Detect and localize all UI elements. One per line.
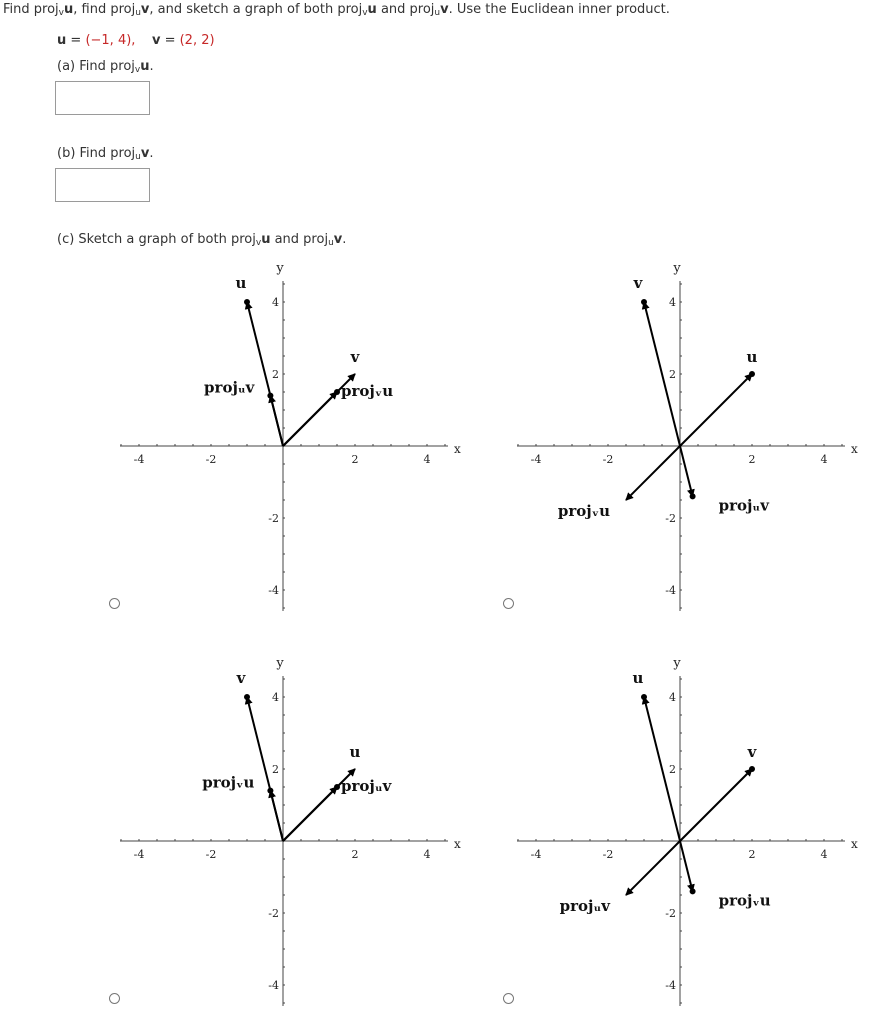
vector-endpoint: [267, 393, 273, 399]
y-axis-label: y: [276, 261, 284, 276]
x-tick-label: 4: [820, 453, 828, 466]
vector-arrow: [283, 392, 337, 446]
x-tick-label: 2: [748, 848, 756, 861]
y-tick-label: 2: [272, 368, 279, 381]
vector-label: v: [350, 348, 360, 366]
vector-arrow: [283, 787, 337, 841]
vector-arrow: [680, 374, 752, 446]
graph-option-a: [120, 261, 461, 611]
graph-option-d: [517, 656, 858, 1006]
vector-label: v: [236, 669, 246, 687]
vector-arrow: [680, 841, 693, 891]
graph-option-c: [120, 656, 461, 1006]
x-axis-label: x: [851, 837, 858, 851]
y-tick-label: -4: [665, 979, 676, 992]
x-tick-label: 4: [820, 848, 828, 861]
x-tick-label: 2: [351, 848, 359, 861]
vector-label: projᵥu: [341, 382, 394, 400]
vector-label: u: [632, 669, 644, 687]
y-tick-label: 4: [669, 296, 676, 309]
vector-endpoint: [749, 766, 755, 772]
y-tick-label: -4: [268, 584, 279, 597]
vector-arrow: [626, 841, 680, 895]
y-tick-label: 4: [669, 691, 676, 704]
y-tick-label: -2: [665, 512, 676, 525]
y-tick-label: -2: [665, 907, 676, 920]
y-tick-label: 2: [669, 763, 676, 776]
y-tick-label: -2: [268, 512, 279, 525]
x-axis-label: x: [454, 837, 461, 851]
vector-endpoint: [690, 888, 696, 894]
x-tick-label: -4: [530, 453, 542, 466]
vector-arrow: [680, 446, 693, 496]
vector-endpoint: [244, 694, 250, 700]
graph-option-b: [517, 261, 858, 611]
y-tick-label: -2: [268, 907, 279, 920]
vector-endpoint: [334, 389, 340, 395]
y-tick-label: 4: [272, 296, 279, 309]
vector-endpoint: [334, 784, 340, 790]
vector-arrow: [270, 396, 283, 446]
part-c-label: (c) Sketch a graph of both proj$_v$u and proj$_u$v.: [57, 232, 347, 248]
vector-arrow: [626, 446, 680, 500]
vector-endpoint: [641, 299, 647, 305]
vector-label: projᵥu: [202, 773, 255, 792]
y-tick-label: -4: [268, 979, 279, 992]
y-axis-label: y: [673, 656, 681, 671]
vector-label: projᵤv: [718, 496, 769, 515]
x-tick-label: -2: [205, 848, 217, 861]
vector-label: u: [349, 743, 361, 761]
y-tick-label: -4: [665, 584, 676, 597]
x-tick-label: -2: [602, 453, 614, 466]
vector-label: projᵤv: [204, 378, 255, 397]
vector-label: v: [633, 274, 643, 292]
vector-endpoint: [244, 299, 250, 305]
y-tick-label: 4: [272, 691, 279, 704]
given-vectors: u = (−1, 4), v = (2, 2): [57, 33, 215, 48]
vector-endpoint: [749, 371, 755, 377]
y-axis-label: y: [276, 656, 284, 671]
vector-endpoint: [690, 493, 696, 499]
x-tick-label: 4: [423, 848, 431, 861]
vector-label: projᵥu: [718, 891, 771, 910]
x-axis-label: x: [851, 442, 858, 456]
vector-label: projᵤv: [341, 777, 392, 795]
vector-arrow: [680, 769, 752, 841]
part-a-label: (a) Find proj$_v$u.: [57, 59, 154, 75]
vector-label: v: [747, 743, 757, 761]
x-tick-label: -2: [205, 453, 217, 466]
vector-label: projᵤv: [559, 897, 610, 915]
question-text: Find proj$_v$u, find proj$_u$v, and sketch a graph of both proj$_v$u and proj$_u$v. Use the Euclidean inner product.: [3, 2, 670, 18]
x-tick-label: -4: [530, 848, 542, 861]
x-axis-label: x: [454, 442, 461, 456]
y-axis-label: y: [673, 261, 681, 276]
x-tick-label: -2: [602, 848, 614, 861]
part-b-label: (b) Find proj$_u$v.: [57, 146, 154, 162]
vector-label: u: [746, 348, 758, 366]
vector-label: projᵥu: [557, 502, 610, 520]
y-tick-label: 2: [272, 763, 279, 776]
vector-endpoint: [267, 788, 273, 794]
x-tick-label: -4: [133, 848, 145, 861]
x-tick-label: 2: [351, 453, 359, 466]
vector-arrow: [270, 791, 283, 841]
y-tick-label: 2: [669, 368, 676, 381]
x-tick-label: -4: [133, 453, 145, 466]
vector-endpoint: [641, 694, 647, 700]
x-tick-label: 4: [423, 453, 431, 466]
vector-label: u: [235, 274, 247, 292]
x-tick-label: 2: [748, 453, 756, 466]
